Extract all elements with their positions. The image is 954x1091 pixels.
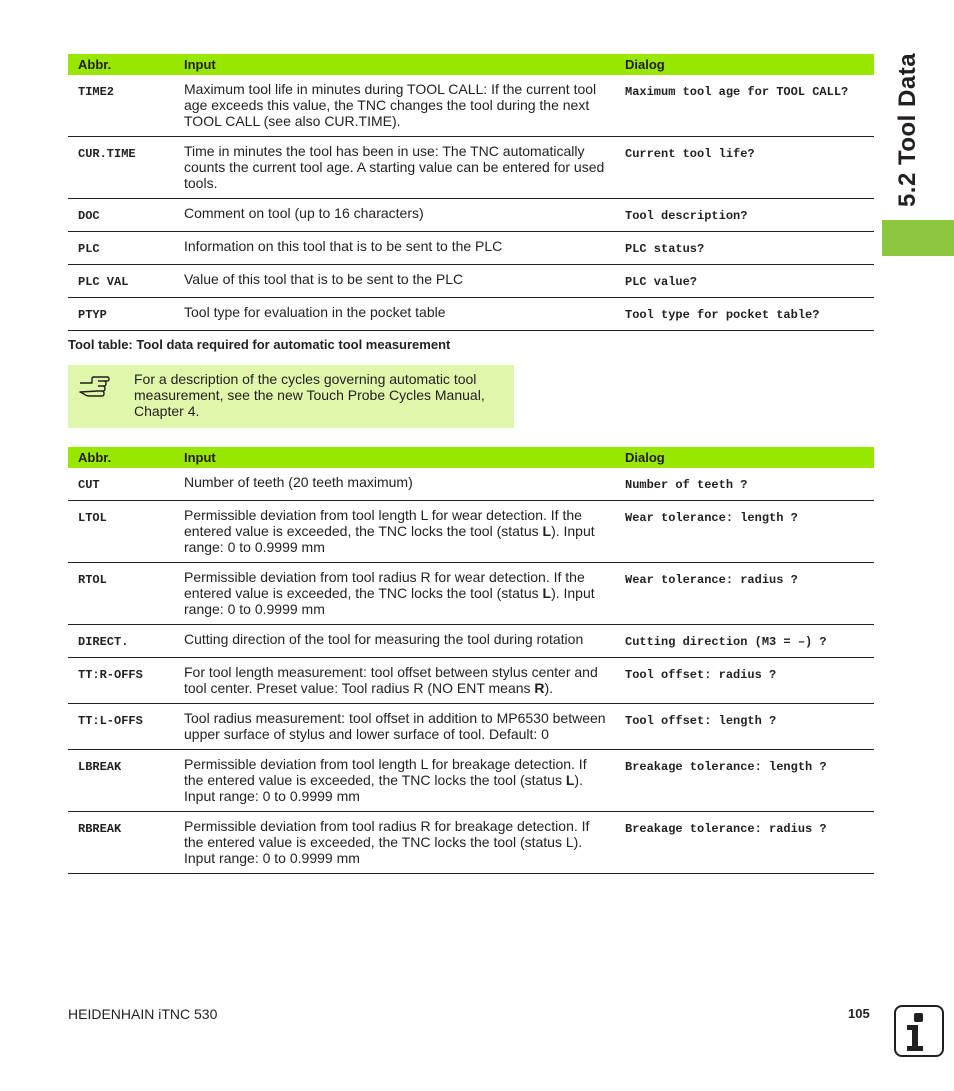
table-row <box>68 704 874 750</box>
input-text: ). <box>544 680 554 696</box>
table-header-row <box>68 447 874 468</box>
input-text: ). Input range: 0 to 0.9999 mm <box>184 523 595 555</box>
input-cell: Tool radius measurement: tool offset in addition to MP6530 between upper surface of stylus and lower surface of tool. Default: 0 <box>181 704 615 750</box>
chapter-tab <box>882 220 954 256</box>
table-row <box>68 750 874 812</box>
dialog-cell: Number of teeth ? <box>615 468 874 501</box>
status-code: L <box>565 772 575 788</box>
input-text: Permissible deviation from tool length L for breakage detection. If the entered value is exceeded, the TNC locks the tool (status <box>184 756 587 788</box>
input-cell <box>181 658 615 704</box>
input-text: ). Input range: 0 to 0.9999 mm <box>184 772 583 804</box>
info-dot <box>914 1013 923 1022</box>
dialog-cell: PLC status? <box>615 232 874 265</box>
input-cell <box>181 750 615 812</box>
abbr-cell: TT:L-OFFS <box>68 704 181 750</box>
table-row <box>68 625 874 658</box>
abbr-cell: TT:R-OFFS <box>68 658 181 704</box>
footer-manual-name: HEIDENHAIN iTNC 530 <box>68 1006 218 1022</box>
table-row <box>68 199 874 232</box>
abbr-cell: LTOL <box>68 501 181 563</box>
section-title-vertical <box>878 40 938 220</box>
section-subheading: Tool table: Tool data required for automatic tool measurement <box>68 337 451 352</box>
dialog-cell: Wear tolerance: length ? <box>615 501 874 563</box>
table-row <box>68 298 874 331</box>
input-cell: Number of teeth (20 teeth maximum) <box>181 468 615 501</box>
dialog-cell: Tool description? <box>615 199 874 232</box>
section-title-text: 5.2 Tool Data <box>894 52 921 208</box>
input-cell <box>181 501 615 563</box>
abbr-cell: DIRECT. <box>68 625 181 658</box>
dialog-cell: Cutting direction (M3 = –) ? <box>615 625 874 658</box>
abbr-cell: DOC <box>68 199 181 232</box>
abbr-cell: LBREAK <box>68 750 181 812</box>
status-code: R <box>534 680 545 696</box>
tool-data-table <box>68 54 874 331</box>
pointing-hand-icon <box>78 375 110 399</box>
table-row <box>68 75 874 137</box>
abbr-cell: RBREAK <box>68 812 181 874</box>
dialog-cell: Tool type for pocket table? <box>615 298 874 331</box>
input-cell: Tool type for evaluation in the pocket table <box>181 298 615 331</box>
page-number: 105 <box>848 1006 870 1021</box>
dialog-cell: Wear tolerance: radius ? <box>615 563 874 625</box>
abbr-cell: RTOL <box>68 563 181 625</box>
dialog-cell: PLC value? <box>615 265 874 298</box>
dialog-cell: Breakage tolerance: length ? <box>615 750 874 812</box>
header-abbr: Abbr. <box>68 447 181 468</box>
abbr-cell: TIME2 <box>68 75 181 137</box>
table-row <box>68 812 874 874</box>
table-row <box>68 232 874 265</box>
table-row <box>68 501 874 563</box>
input-cell: Information on this tool that is to be sent to the PLC <box>181 232 615 265</box>
table-header-row <box>68 54 874 75</box>
abbr-cell: PLC <box>68 232 181 265</box>
note-box <box>68 365 514 428</box>
header-abbr: Abbr. <box>68 54 181 75</box>
info-stem <box>907 1025 923 1051</box>
input-cell <box>181 563 615 625</box>
header-dialog: Dialog <box>615 54 874 75</box>
abbr-cell: PLC VAL <box>68 265 181 298</box>
table-row <box>68 137 874 199</box>
dialog-cell: Maximum tool age for TOOL CALL? <box>615 75 874 137</box>
abbr-cell: PTYP <box>68 298 181 331</box>
note-text: For a description of the cycles governing automatic tool measurement, see the new Touch Probe Cycles Manual, Chapter 4. <box>134 371 485 419</box>
abbr-cell: CUR.TIME <box>68 137 181 199</box>
header-input: Input <box>181 54 615 75</box>
input-cell: Maximum tool life in minutes during TOOL CALL: If the current tool age exceeds this value, the TNC changes the tool during the next TOOL CALL (see also CUR.TIME). <box>181 75 615 137</box>
table-row <box>68 563 874 625</box>
dialog-cell: Tool offset: radius ? <box>615 658 874 704</box>
dialog-cell: Current tool life? <box>615 137 874 199</box>
input-text: ). Input range: 0 to 0.9999 mm <box>184 585 595 617</box>
dialog-cell: Breakage tolerance: radius ? <box>615 812 874 874</box>
status-code: L <box>542 523 552 539</box>
input-cell: Cutting direction of the tool for measuring the tool during rotation <box>181 625 615 658</box>
table-row <box>68 658 874 704</box>
info-icon <box>894 1005 944 1057</box>
input-text: Permissible deviation from tool length L for wear detection. If the entered value is exceeded, the TNC locks the tool (status <box>184 507 582 539</box>
input-cell: Time in minutes the tool has been in use: The TNC automatically counts the current tool age. A starting value can be entered for used tools. <box>181 137 615 199</box>
dialog-cell: Tool offset: length ? <box>615 704 874 750</box>
input-text: For tool length measurement: tool offset between stylus center and tool center. Preset value: Tool radius R (NO ENT means <box>184 664 598 696</box>
input-cell: Comment on tool (up to 16 characters) <box>181 199 615 232</box>
status-code: L <box>542 585 552 601</box>
table-row <box>68 265 874 298</box>
header-dialog: Dialog <box>615 447 874 468</box>
input-cell: Permissible deviation from tool radius R for breakage detection. If the entered value is exceeded, the TNC locks the tool (status L). Input range: 0 to 0.9999 mm <box>181 812 615 874</box>
table-row <box>68 468 874 501</box>
input-text: Permissible deviation from tool radius R for wear detection. If the entered value is exceeded, the TNC locks the tool (status <box>184 569 585 601</box>
input-cell: Value of this tool that is to be sent to the PLC <box>181 265 615 298</box>
header-input: Input <box>181 447 615 468</box>
tool-measurement-table <box>68 447 874 874</box>
abbr-cell: CUT <box>68 468 181 501</box>
